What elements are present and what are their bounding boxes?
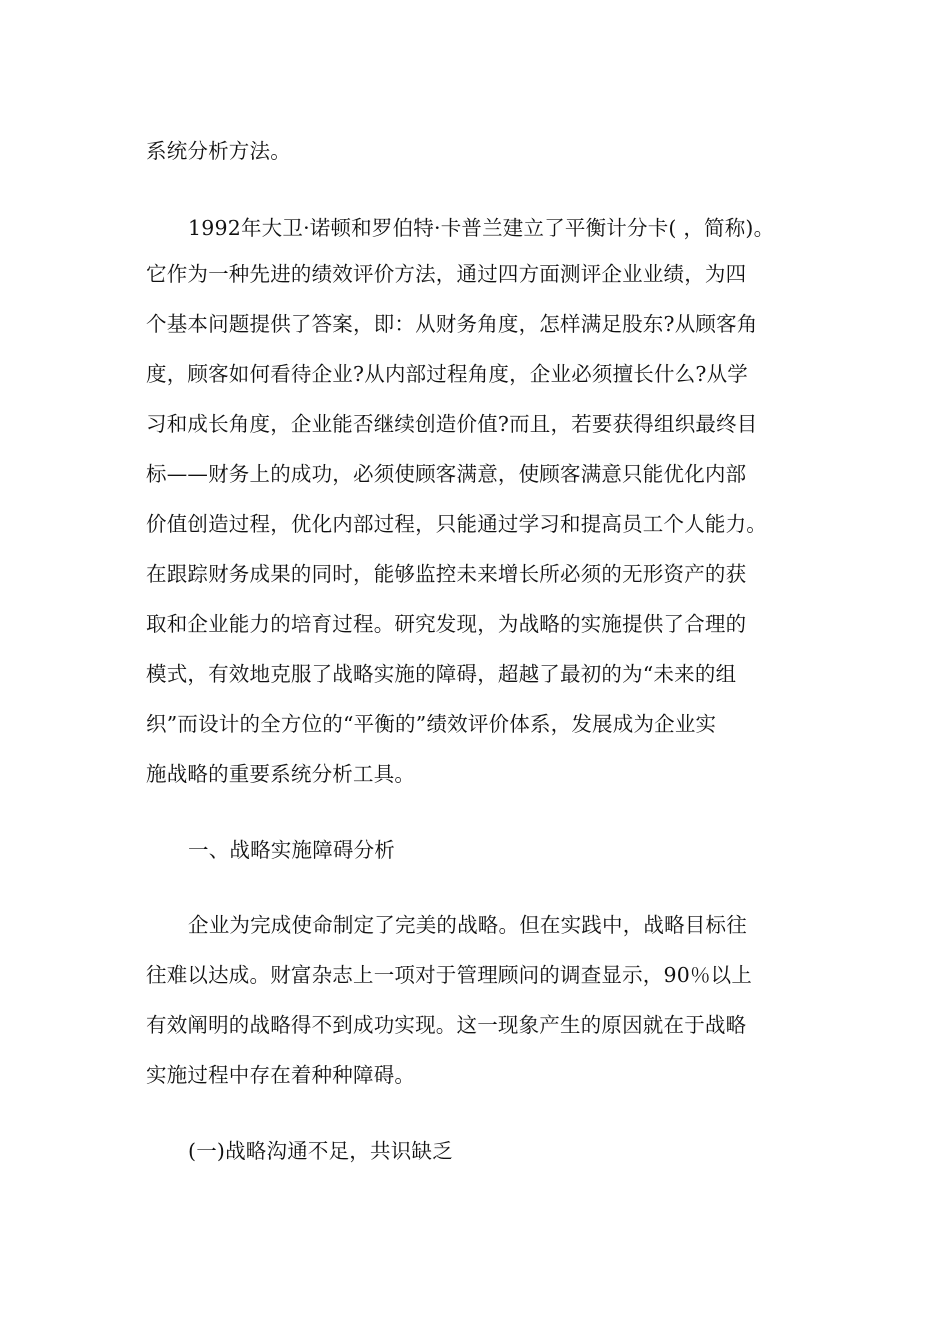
paragraph-line: 织”而设计的全方位的“平衡的”绩效评价体系，发展成为企业实	[146, 712, 717, 736]
paragraph-line: 实施过程中存在着种种障碍。	[146, 1063, 416, 1087]
paragraph-line: 它作为一种先进的绩效评价方法，通过四方面测评企业业绩，为四	[146, 262, 747, 286]
paragraph-line: 标——财务上的成功，必须使顾客满意，使顾客满意只能优化内部	[146, 462, 747, 486]
paragraph-line: 在跟踪财务成果的同时，能够监控未来增长所必须的无形资产的获	[146, 562, 747, 586]
paragraph-first-line: 1992年大卫·诺顿和罗伯特·卡普兰建立了平衡计分卡( ，简称)。	[188, 216, 775, 240]
paragraph-line: 有效阐明的战略得不到成功实现。这一现象产生的原因就在于战略	[146, 1013, 747, 1037]
paragraph-line: 个基本问题提供了答案，即：从财务角度，怎样满足股东?从顾客角	[146, 312, 758, 336]
paragraph-continuation-line: 系统分析方法。	[146, 139, 291, 163]
section-heading: 一、战略实施障碍分析	[188, 838, 395, 862]
paragraph-line: 施战略的重要系统分析工具。	[146, 762, 416, 786]
paragraph-line: 取和企业能力的培育过程。研究发现，为战略的实施提供了合理的	[146, 612, 747, 636]
paragraph-line: 价值创造过程，优化内部过程，只能通过学习和提高员工个人能力。	[146, 512, 767, 536]
paragraph-line: 往难以达成。财富杂志上一项对于管理顾问的调查显示，90％以上	[146, 963, 753, 987]
subsection-heading: (一)战略沟通不足，共识缺乏	[188, 1139, 453, 1163]
paragraph-line: 习和成长角度，企业能否继续创造价值?而且，若要获得组织最终目	[146, 412, 758, 436]
paragraph-line: 度，顾客如何看待企业?从内部过程角度，企业必须擅长什么?从学	[146, 362, 748, 386]
paragraph-first-line: 企业为完成使命制定了完美的战略。但在实践中，战略目标往	[188, 913, 747, 937]
paragraph-line: 模式，有效地克服了战略实施的障碍，超越了最初的为“未来的组	[146, 662, 737, 686]
